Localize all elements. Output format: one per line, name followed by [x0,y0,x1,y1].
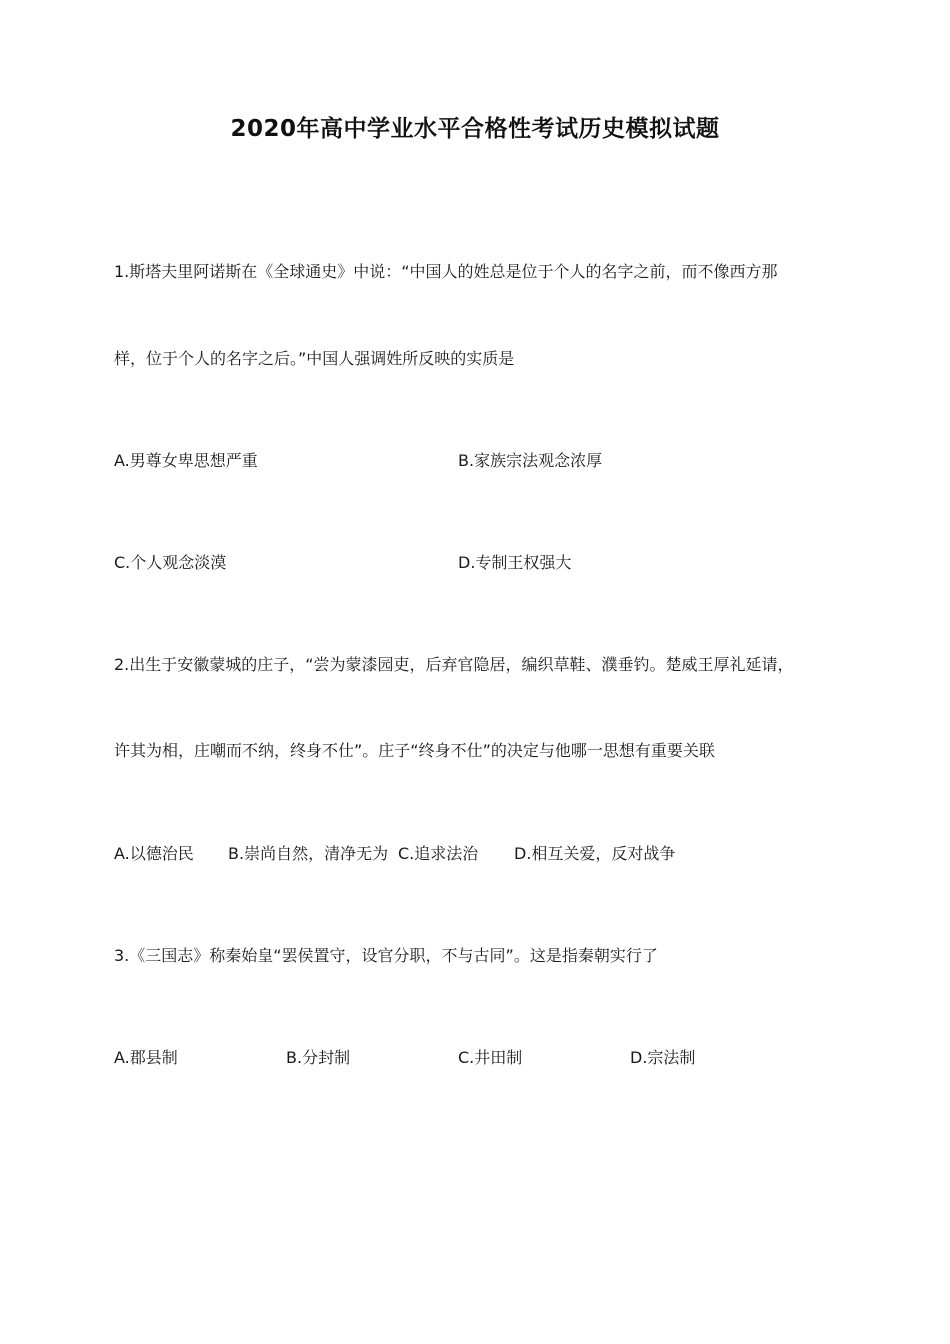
question-2-option-b: B.崇尚自然，清净无为 [228,844,389,863]
question-1-option-c: C.个人观念淡漠 [114,553,227,572]
question-2-option-c: C.追求法治 [398,844,479,863]
question-3-option-d: D.宗法制 [630,1048,696,1067]
question-1-option-b: B.家族宗法观念浓厚 [458,451,603,470]
question-2-option-a: A.以德治民 [114,844,194,863]
question-3-option-a: A.郡县制 [114,1048,178,1067]
question-1-option-d: D.专制王权强大 [458,553,572,572]
question-2-line-2: 许其为相，庄嘲而不纳，终身不仕”。庄子“终身不仕”的决定与他哪一思想有重要关联 [114,741,715,760]
question-3-option-b: B.分封制 [286,1048,351,1067]
question-3-option-c: C.井田制 [458,1048,523,1067]
question-2-option-d: D.相互关爱，反对战争 [514,844,676,863]
question-1-option-a: A.男尊女卑思想严重 [114,451,258,470]
question-1-line-1: 1.斯塔夫里阿诺斯在《全球通史》中说：“中国人的姓总是位于个人的名字之前，而不像西方那 [114,262,778,281]
question-2-line-1: 2.出生于安徽蒙城的庄子，“尝为蒙漆园吏，后弃官隐居，编织草鞋、濮垂钓。楚威王厚礼延请， [114,655,794,674]
question-1-line-2: 样，位于个人的名字之后。”中国人强调姓所反映的实质是 [114,349,515,368]
question-3-line-1: 3.《三国志》称秦始皇“罢侯置守，设官分职，不与古同”。这是指秦朝实行了 [114,946,658,965]
document-title: 2020年高中学业水平合格性考试历史模拟试题 [230,116,720,142]
